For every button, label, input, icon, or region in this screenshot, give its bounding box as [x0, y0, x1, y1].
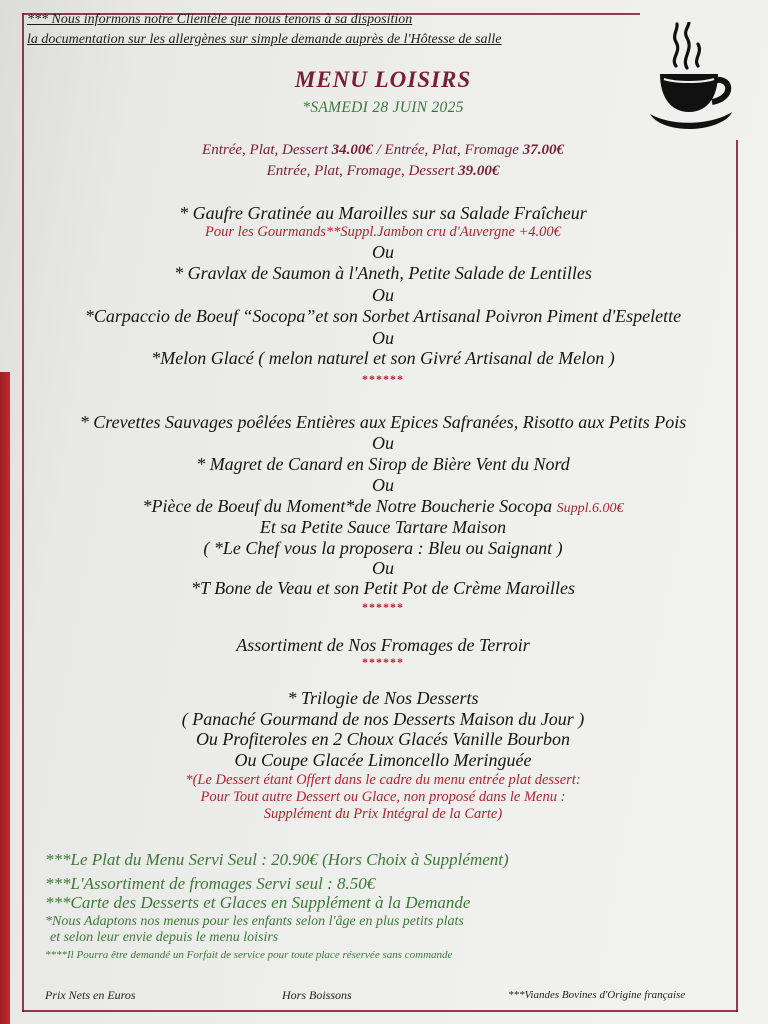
- info-line: ***Le Plat du Menu Servi Seul : 20.90€ (Hors Choix à Supplément): [45, 850, 509, 869]
- formula-label: Entrée, Plat, Dessert: [202, 142, 328, 158]
- entree-item: *Carpaccio de Boeuf “Socopa”et son Sorbet Artisanal Poivron Piment d'Espelette: [84, 306, 682, 326]
- entree-item: * Gaufre Gratinée au Maroilles sur sa Salade Fraîcheur: [179, 203, 587, 223]
- or-separator: Ou: [372, 242, 394, 262]
- dessert-note: *(Le Dessert étant Offert dans le cadre du menu entrée plat dessert:: [185, 772, 581, 788]
- info-line: *Nous Adaptons nos menus pour les enfants selon l'âge en plus petits plats: [45, 914, 464, 929]
- entree-supplement-note: Pour les Gourmands**Suppl.Jambon cru d'Auvergne +4.00€: [205, 224, 561, 240]
- plat-item: [0, 496, 766, 519]
- formula-separator: /: [376, 142, 381, 158]
- dessert-line: Ou Profiteroles en 2 Choux Glacés Vanille Bourbon: [195, 729, 571, 749]
- plat-item: *T Bone de Veau et son Petit Pot de Crème Maroilles: [191, 578, 575, 598]
- formula-label: Entrée, Plat, Fromage, Dessert: [266, 163, 455, 179]
- footer-prices-note: Prix Nets en Euros: [45, 988, 136, 1002]
- menu-title: MENU LOISIRS: [294, 67, 472, 92]
- info-line: ****Il Pourra être demandé un Forfait de service pour toute place réservée sans commande: [45, 949, 453, 961]
- dessert-line: Ou Coupe Glacée Limoncello Meringuée: [234, 750, 532, 770]
- section-divider: ******: [362, 600, 404, 614]
- footer-origin-note: ***Viandes Bovines d'Origine française: [508, 989, 686, 1001]
- allergen-notice-line: la documentation sur les allergènes sur simple demande auprès de l'Hôtesse de salle: [27, 32, 502, 47]
- or-separator: Ou: [372, 328, 394, 348]
- plat-item: * Magret de Canard en Sirop de Bière Vent du Nord: [196, 454, 570, 474]
- footer-drinks-note: Hors Boissons: [282, 988, 352, 1002]
- or-separator: Ou: [372, 433, 394, 453]
- frame-bottom-border: [22, 1010, 738, 1012]
- dessert-title: * Trilogie de Nos Desserts: [287, 688, 479, 708]
- formula-label: Entrée, Plat, Fromage: [384, 142, 519, 158]
- or-separator: Ou: [372, 285, 394, 305]
- menu-date: *SAMEDI 28 JUIN 2025: [302, 99, 464, 116]
- plat-detail: ( *Le Chef vous la proposera : Bleu ou Saignant ): [203, 538, 563, 558]
- formula-price: 37.00€: [522, 142, 564, 158]
- dessert-note: Pour Tout autre Dessert ou Glace, non proposé dans le Menu :: [200, 789, 566, 805]
- entree-item: * Gravlax de Saumon à l'Aneth, Petite Salade de Lentilles: [174, 263, 592, 283]
- allergen-notice-line: *** Nous informons notre Clientèle que nous tenons à sa disposition: [27, 12, 413, 27]
- formula-price: 34.00€: [331, 142, 373, 158]
- formula-price: 39.00€: [458, 163, 500, 179]
- info-line: ***Carte des Desserts et Glaces en Supplément à la Demande: [45, 893, 471, 912]
- dessert-note: Supplément du Prix Intégral de la Carte): [263, 806, 503, 822]
- formula-line: [0, 161, 766, 181]
- plat-detail: Et sa Petite Sauce Tartare Maison: [259, 517, 507, 537]
- plat-supplement: Suppl.6.00€: [556, 501, 624, 516]
- info-line: ***L'Assortiment de fromages Servi seul : 8.50€: [45, 874, 376, 893]
- cheese-item: Assortiment de Nos Fromages de Terroir: [236, 635, 530, 655]
- plat-item: * Crevettes Sauvages poêlées Entières aux Epices Safranées, Risotto aux Petits Pois: [79, 412, 687, 432]
- section-divider: ******: [362, 372, 404, 386]
- plat-name: *Pièce de Boeuf du Moment*de Notre Boucherie Socopa: [142, 496, 553, 516]
- section-divider: ******: [362, 655, 404, 669]
- info-line: et selon leur envie depuis le menu loisirs: [50, 930, 279, 945]
- or-separator: Ou: [372, 475, 394, 495]
- entree-item: *Melon Glacé ( melon naturel et son Givré Artisanal de Melon ): [151, 348, 615, 368]
- dessert-line: ( Panaché Gourmand de nos Desserts Maison du Jour ): [181, 709, 585, 729]
- or-separator: Ou: [372, 558, 394, 578]
- formula-line: [0, 140, 766, 160]
